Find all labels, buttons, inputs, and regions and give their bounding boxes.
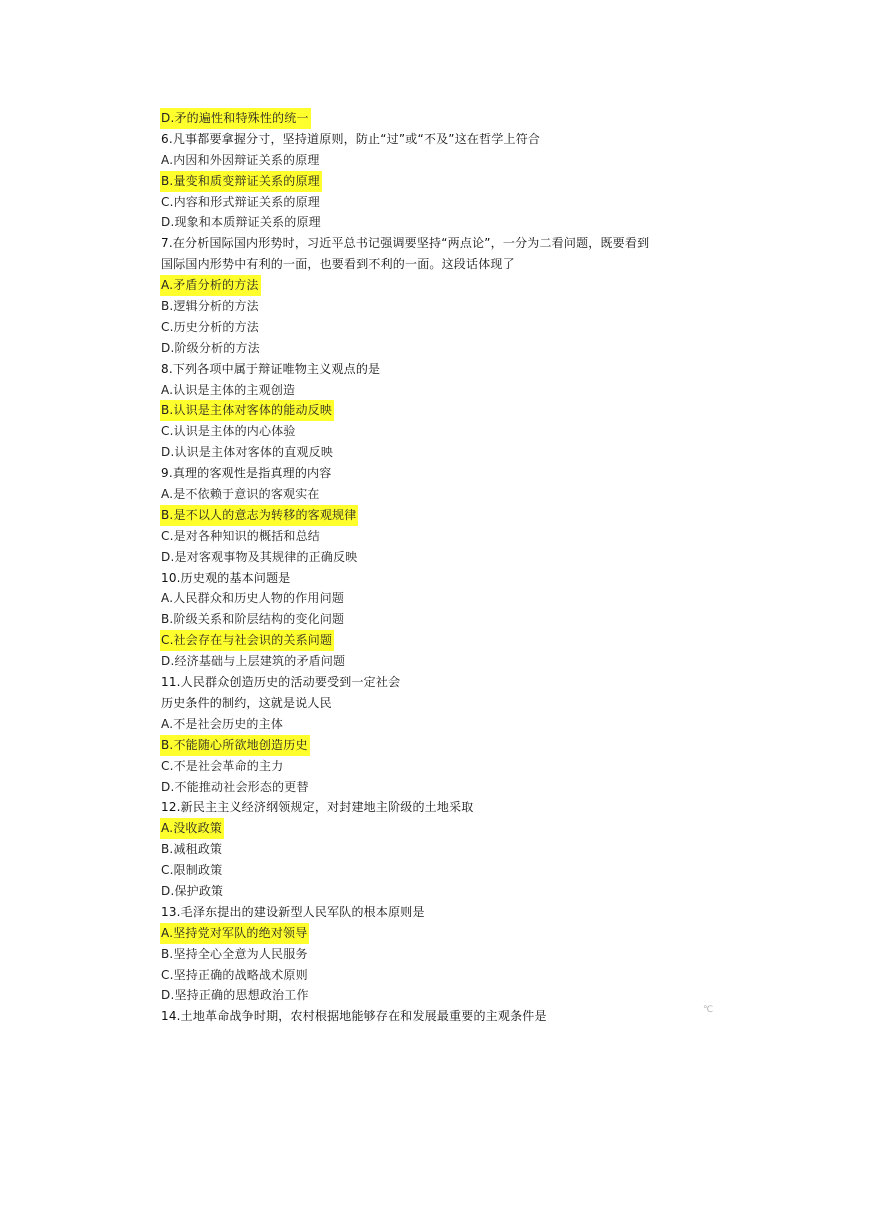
line-text: B.量变和质变辩证关系的原理	[160, 171, 322, 192]
line-text: D.现象和本质辩证关系的原理	[161, 215, 321, 230]
line-text: C.社会存在与社会识的关系问题	[160, 630, 334, 651]
watermark-mark: ℃	[703, 1005, 714, 1015]
line-text: 12.新民主主义经济纲领规定，对封建地主阶级的土地采取	[161, 800, 474, 815]
question-text-line	[160, 672, 740, 693]
question-text-line	[160, 1006, 740, 1027]
line-text: C.内容和形式辩证关系的原理	[161, 194, 320, 209]
question-text-line	[160, 233, 740, 254]
answer-option-highlighted	[160, 923, 740, 944]
question-list	[160, 108, 740, 1027]
line-text: C.历史分析的方法	[161, 319, 259, 334]
line-text: A.是不依赖于意识的客观实在	[161, 487, 320, 502]
line-text: A.坚持党对军队的绝对领导	[160, 923, 309, 944]
line-text: A.不是社会历史的主体	[161, 716, 284, 731]
question-text-line	[160, 568, 740, 589]
answer-option	[160, 421, 740, 442]
question-text-line	[160, 359, 740, 380]
answer-option-highlighted	[160, 108, 740, 129]
line-text: A.人民群众和历史人物的作用问题	[161, 591, 345, 606]
line-text: B.减租政策	[161, 842, 223, 857]
line-text: D.阶级分析的方法	[161, 340, 260, 355]
answer-option	[160, 944, 740, 965]
line-text: A.没收政策	[160, 818, 224, 839]
line-text: B.不能随心所欲地创造历史	[160, 735, 310, 756]
question-text-line	[160, 797, 740, 818]
answer-option	[160, 985, 740, 1006]
answer-option	[160, 609, 740, 630]
answer-option	[160, 965, 740, 986]
answer-option	[160, 881, 740, 902]
line-text: A.内因和外因辩证关系的原理	[161, 152, 320, 167]
line-text: 13.毛泽东提出的建设新型人民军队的根本原则是	[161, 904, 425, 919]
answer-option	[160, 860, 740, 881]
line-text: 8.下列各项中属于辩证唯物主义观点的是	[161, 361, 381, 376]
line-text: B.逻辑分析的方法	[161, 299, 259, 314]
line-text: 6.凡事都要拿握分寸，坚持道原则，防止“过”或“不及”这在哲学上符合	[161, 131, 541, 146]
answer-option	[160, 651, 740, 672]
answer-option	[160, 192, 740, 213]
line-text: 11.人民群众创造历史的活动要受到一定社会	[161, 675, 401, 690]
question-text-line	[160, 693, 740, 714]
answer-option	[160, 212, 740, 233]
line-text: C.是对各种知识的概括和总结	[161, 528, 320, 543]
answer-option-highlighted	[160, 818, 740, 839]
answer-option-highlighted	[160, 735, 740, 756]
line-text: D.不能推动社会形态的更替	[161, 779, 309, 794]
line-text: D.保护政策	[161, 883, 224, 898]
line-text: D.矛的遍性和特殊性的统一	[160, 108, 311, 129]
line-text: B.是不以人的意志为转移的客观规律	[160, 505, 358, 526]
line-text: 10.历史观的基本问题是	[161, 570, 291, 585]
line-text: 国际国内形势中有利的一面，也要看到不利的一面。这段话体现了	[161, 257, 515, 272]
line-text: C.限制政策	[161, 863, 223, 878]
answer-option	[160, 442, 740, 463]
answer-option	[160, 484, 740, 505]
answer-option-highlighted	[160, 505, 740, 526]
line-text: A.矛盾分析的方法	[160, 275, 261, 296]
line-text: D.坚持正确的思想政治工作	[161, 988, 309, 1003]
question-text-line	[160, 463, 740, 484]
answer-option	[160, 317, 740, 338]
answer-option-highlighted	[160, 630, 740, 651]
line-text: D.认识是主体对客体的直观反映	[161, 445, 334, 460]
question-text-line	[160, 129, 740, 150]
answer-option-highlighted	[160, 171, 740, 192]
answer-option	[160, 547, 740, 568]
line-text: 历史条件的制约，这就是说人民	[161, 695, 332, 710]
line-text: 7.在分析国际国内形势时，习近平总书记强调要坚持“两点论”，一分为二看问题，既要看到	[161, 236, 650, 251]
answer-option	[160, 338, 740, 359]
line-text: C.坚持正确的战略战术原则	[161, 967, 308, 982]
answer-option	[160, 839, 740, 860]
question-text-line	[160, 254, 740, 275]
line-text: 9.真理的客观性是指真理的内容	[161, 466, 332, 481]
answer-option-highlighted	[160, 400, 740, 421]
answer-option	[160, 777, 740, 798]
answer-option	[160, 150, 740, 171]
line-text: D.经济基础与上层建筑的矛盾问题	[161, 654, 346, 669]
line-text: A.认识是主体的主观创造	[161, 382, 296, 397]
line-text: C.不是社会革命的主力	[161, 758, 284, 773]
line-text: C.认识是主体的内心体验	[161, 424, 296, 439]
answer-option	[160, 714, 740, 735]
line-text: B.坚持全心全意为人民服务	[161, 946, 308, 961]
answer-option	[160, 526, 740, 547]
answer-option	[160, 588, 740, 609]
question-text-line	[160, 902, 740, 923]
answer-option-highlighted	[160, 275, 740, 296]
line-text: B.认识是主体对客体的能动反映	[160, 400, 334, 421]
line-text: 14.土地革命战争时期，农村根据地能够存在和发展最重要的主观条件是	[161, 1009, 547, 1024]
answer-option	[160, 296, 740, 317]
answer-option	[160, 756, 740, 777]
line-text: B.阶级关系和阶层结构的变化问题	[161, 612, 345, 627]
answer-option	[160, 380, 740, 401]
line-text: D.是对客观事物及其规律的正确反映	[161, 549, 358, 564]
